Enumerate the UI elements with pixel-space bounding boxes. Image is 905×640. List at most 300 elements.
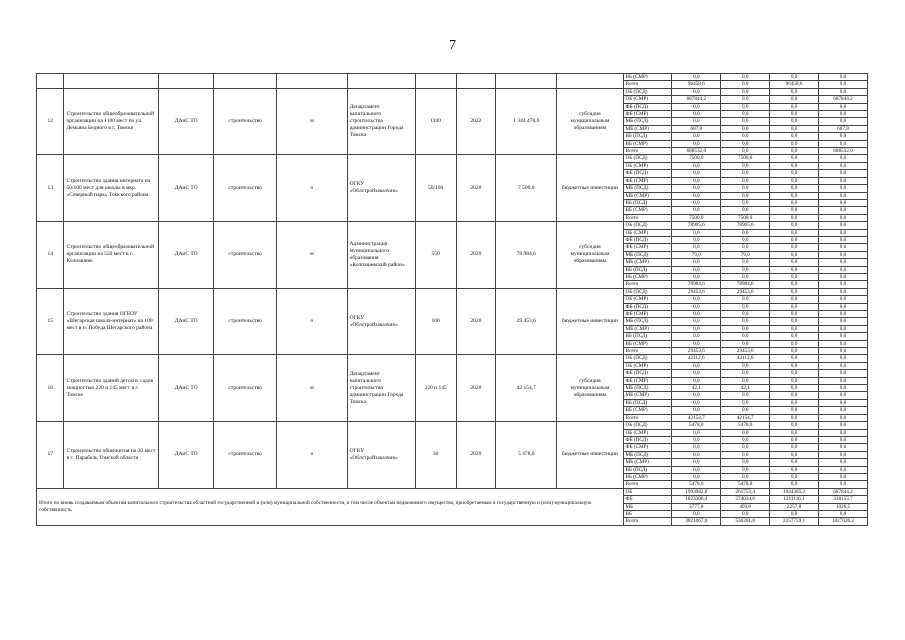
top-value-4: 0,0 bbox=[819, 81, 868, 88]
project-cost: 29 453,6 bbox=[496, 288, 557, 355]
project-12-value-2: 0,0 bbox=[721, 96, 770, 103]
project-15-value-2: 29453,6 bbox=[721, 288, 770, 295]
project-17-value-1: 0,0 bbox=[672, 473, 721, 480]
project-13-value-3: 0,0 bbox=[770, 192, 819, 199]
project-14-value-1: 79,0 bbox=[672, 251, 721, 258]
project-funding-source: бюджетные инвестиции bbox=[557, 155, 623, 222]
project-16-value-4: 0,0 bbox=[819, 407, 868, 414]
project-16-value-1: 42,1 bbox=[672, 385, 721, 392]
project-17-value-4: 0,0 bbox=[819, 466, 868, 473]
project-ownership: о bbox=[277, 422, 347, 489]
project-year: 2020 bbox=[456, 422, 496, 489]
project-capacity: 50/100 bbox=[415, 155, 456, 222]
project-15-value-4: 0,0 bbox=[819, 340, 868, 347]
project-17-value-4: 0,0 bbox=[819, 436, 868, 443]
project-17-value-2: 0,0 bbox=[721, 444, 770, 451]
project-12-value-3: 0,0 bbox=[770, 111, 819, 118]
project-12-value-2: 0,0 bbox=[721, 88, 770, 95]
project-15-fund-label: ВБ (ПСД) bbox=[623, 333, 672, 340]
project-ownership: м bbox=[277, 355, 347, 422]
project-17-value-3: 0,0 bbox=[770, 466, 819, 473]
project-12-value-4: 0,0 bbox=[819, 103, 868, 110]
project-17-value-1: 0,0 bbox=[672, 436, 721, 443]
project-15-value-1: 0,0 bbox=[672, 311, 721, 318]
project-14-value-4: 0,0 bbox=[819, 236, 868, 243]
project-14-value-2: 0,0 bbox=[721, 244, 770, 251]
project-16-value-2: 0,0 bbox=[721, 377, 770, 384]
project-13-value-1: 7500,0 bbox=[672, 214, 721, 221]
total-value-2: 261753,4 bbox=[721, 488, 770, 495]
empty-cell bbox=[159, 74, 214, 89]
project-15-value-4: 0,0 bbox=[819, 303, 868, 310]
total-value-2: 0,0 bbox=[721, 510, 770, 517]
project-16-value-3: 0,0 bbox=[770, 385, 819, 392]
total-value-3: 2257759,1 bbox=[770, 518, 819, 525]
project-15-value-2: 0,0 bbox=[721, 340, 770, 347]
table-row bbox=[37, 288, 868, 295]
project-13-value-3: 0,0 bbox=[770, 185, 819, 192]
project-13-fund-label: МБ (СМР) bbox=[623, 192, 672, 199]
project-15-fund-label: ОБ (СМР) bbox=[623, 296, 672, 303]
project-13-value-4: 0,0 bbox=[819, 177, 868, 184]
project-15-fund-label: МБ (ПСД) bbox=[623, 318, 672, 325]
project-16-value-2: 0,0 bbox=[721, 392, 770, 399]
project-work-type: строительство bbox=[214, 288, 277, 355]
project-15-value-1: 0,0 bbox=[672, 318, 721, 325]
total-value-3: 0,0 bbox=[770, 510, 819, 517]
project-15-fund-label: ФБ (ПСД) bbox=[623, 303, 672, 310]
project-12-value-4: 687,8 bbox=[819, 125, 868, 132]
project-16-value-2: 42154,7 bbox=[721, 414, 770, 421]
project-13-value-4: 0,0 bbox=[819, 207, 868, 214]
project-number: 14 bbox=[37, 222, 64, 289]
project-13-fund-label: ВБ (СМР) bbox=[623, 207, 672, 214]
project-12-value-3: 0,0 bbox=[770, 125, 819, 132]
project-name: Строительство здания ОГБОУ «Шегарская школа-интернат» на 100 мест в п. Победа Шегарского района bbox=[64, 288, 159, 355]
project-name: Строительство общеобразовательной организации на 1100 мест по ул. Демьяна Бедного в г. Томске bbox=[64, 88, 159, 155]
total-fund-label: ФБ bbox=[623, 496, 672, 503]
total-value-1: 0,0 bbox=[672, 510, 721, 517]
project-13-fund-label: ФБ (СМР) bbox=[623, 177, 672, 184]
project-13-value-3: 0,0 bbox=[770, 214, 819, 221]
project-16-value-4: 0,0 bbox=[819, 399, 868, 406]
project-17-value-3: 0,0 bbox=[770, 459, 819, 466]
project-17-value-3: 0,0 bbox=[770, 451, 819, 458]
project-12-value-1: 0,0 bbox=[672, 103, 721, 110]
project-12-fund-label: ФБ (ПСД) bbox=[623, 103, 672, 110]
project-year: 2020 bbox=[456, 288, 496, 355]
project-number: 12 bbox=[37, 88, 64, 155]
total-value-3: 2257,8 bbox=[770, 503, 819, 510]
project-14-value-1: 0,0 bbox=[672, 273, 721, 280]
project-14-value-4: 0,0 bbox=[819, 266, 868, 273]
project-13-value-1: 0,0 bbox=[672, 177, 721, 184]
empty-cell bbox=[277, 74, 347, 89]
project-14-fund-label: МБ (ПСД) bbox=[623, 251, 672, 258]
project-13-value-3: 0,0 bbox=[770, 162, 819, 169]
table-row bbox=[37, 422, 868, 429]
project-12-fund-label: МБ (ПСД) bbox=[623, 118, 672, 125]
project-operator: ОГКУ «Облстройзаказчик» bbox=[347, 155, 415, 222]
project-17-value-2: 0,0 bbox=[721, 473, 770, 480]
project-13-value-3: 0,0 bbox=[770, 177, 819, 184]
project-13-value-2: 7500,0 bbox=[721, 214, 770, 221]
total-value-2: 493,8 bbox=[721, 503, 770, 510]
project-16-value-1: 0,0 bbox=[672, 407, 721, 414]
project-14-value-2: 78905,6 bbox=[721, 222, 770, 229]
project-12-value-1: 687844,2 bbox=[672, 96, 721, 103]
project-13-fund-label: Всего bbox=[623, 214, 672, 221]
total-value-1: 3777,8 bbox=[672, 503, 721, 510]
top-value-2: 0,0 bbox=[721, 81, 770, 88]
project-14-value-3: 0,0 bbox=[770, 229, 819, 236]
project-14-value-1: 0,0 bbox=[672, 244, 721, 251]
project-13-value-3: 0,0 bbox=[770, 199, 819, 206]
project-12-fund-label: МБ (СМР) bbox=[623, 125, 672, 132]
project-customer: ДАиС ТО bbox=[159, 288, 214, 355]
project-14-value-3: 0,0 bbox=[770, 281, 819, 288]
project-16-value-3: 0,0 bbox=[770, 355, 819, 362]
project-12-value-3: 0,0 bbox=[770, 88, 819, 95]
project-16-value-1: 42154,7 bbox=[672, 414, 721, 421]
project-17-value-4: 0,0 bbox=[819, 429, 868, 436]
project-customer: ДАиС ТО bbox=[159, 222, 214, 289]
project-13-value-1: 0,0 bbox=[672, 185, 721, 192]
project-16-value-1: 42112,6 bbox=[672, 355, 721, 362]
project-12-value-1: 0,0 bbox=[672, 118, 721, 125]
project-14-value-4: 0,0 bbox=[819, 222, 868, 229]
empty-cell bbox=[415, 74, 456, 89]
project-14-value-3: 0,0 bbox=[770, 244, 819, 251]
project-14-value-4: 0,0 bbox=[819, 244, 868, 251]
project-16-value-4: 0,0 bbox=[819, 362, 868, 369]
project-name: Строительство общеобразовательной организации на 550 мест в г. Колпашево bbox=[64, 222, 159, 289]
project-12-fund-label: ОБ (СМР) bbox=[623, 96, 672, 103]
project-12-value-3: 0,0 bbox=[770, 133, 819, 140]
project-16-value-2: 0,0 bbox=[721, 407, 770, 414]
project-13-value-1: 0,0 bbox=[672, 170, 721, 177]
project-14-value-2: 0,0 bbox=[721, 273, 770, 280]
project-12-value-3: 0,0 bbox=[770, 118, 819, 125]
total-value-4: 687844,2 bbox=[819, 488, 868, 495]
project-14-value-1: 0,0 bbox=[672, 229, 721, 236]
project-14-value-1: 0,0 bbox=[672, 266, 721, 273]
project-15-value-4: 0,0 bbox=[819, 348, 868, 355]
total-note: Итого по вновь создаваемым объектам капитального строительства областной государственной и (или) муниципальной собственности, в том числе объектам недвижимого имущества, приобретаемым в государственную и (или) муниципальную собственность bbox=[37, 488, 624, 525]
total-fund-label: ОБ bbox=[623, 488, 672, 495]
project-13-value-4: 0,0 bbox=[819, 192, 868, 199]
project-13-value-2: 7500,0 bbox=[721, 155, 770, 162]
empty-cell bbox=[496, 74, 557, 89]
top-fund-label: ВБ (СМР) bbox=[623, 74, 672, 81]
project-funding-source: субсидия муниципальным образованиям bbox=[557, 222, 623, 289]
project-15-fund-label: ФБ (СМР) bbox=[623, 311, 672, 318]
project-customer: ДАиС ТО bbox=[159, 355, 214, 422]
project-15-value-2: 29453,6 bbox=[721, 348, 770, 355]
project-17-value-1: 5478,0 bbox=[672, 481, 721, 488]
project-13-fund-label: ОБ (ПСД) bbox=[623, 155, 672, 162]
project-15-fund-label: МБ (СМР) bbox=[623, 325, 672, 332]
project-14-fund-label: ВБ (СМР) bbox=[623, 273, 672, 280]
project-15-fund-label: ОБ (ПСД) bbox=[623, 288, 672, 295]
project-14-value-4: 0,0 bbox=[819, 273, 868, 280]
project-15-fund-label: Всего bbox=[623, 348, 672, 355]
project-17-value-4: 0,0 bbox=[819, 473, 868, 480]
empty-cell bbox=[37, 74, 64, 89]
project-13-value-1: 0,0 bbox=[672, 207, 721, 214]
project-16-value-2: 0,0 bbox=[721, 362, 770, 369]
project-12-value-4: 0,0 bbox=[819, 140, 868, 147]
project-16-value-3: 0,0 bbox=[770, 362, 819, 369]
project-14-value-4: 0,0 bbox=[819, 251, 868, 258]
project-12-value-4: 0,0 bbox=[819, 118, 868, 125]
project-cost: 5 478,0 bbox=[496, 422, 557, 489]
project-capacity: 550 bbox=[415, 222, 456, 289]
project-16-value-3: 0,0 bbox=[770, 407, 819, 414]
project-17-value-2: 0,0 bbox=[721, 429, 770, 436]
project-operator: Департамент капитального строительства администрации Города Томска bbox=[347, 355, 415, 422]
total-fund-label: Всего bbox=[623, 518, 672, 525]
project-14-value-2: 0,0 bbox=[721, 266, 770, 273]
project-16-value-3: 0,0 bbox=[770, 370, 819, 377]
total-value-4: 338155,7 bbox=[819, 496, 868, 503]
project-16-value-4: 0,0 bbox=[819, 370, 868, 377]
project-17-value-3: 0,0 bbox=[770, 481, 819, 488]
project-13-value-4: 0,0 bbox=[819, 162, 868, 169]
project-name: Строительство общежития на 30 мест в с. Парабель Томской области bbox=[64, 422, 159, 489]
project-15-value-1: 29453,6 bbox=[672, 288, 721, 295]
project-17-value-2: 5478,0 bbox=[721, 481, 770, 488]
project-15-value-4: 0,0 bbox=[819, 325, 868, 332]
total-fund-label: ВБ bbox=[623, 510, 672, 517]
project-13-value-1: 0,0 bbox=[672, 192, 721, 199]
project-15-value-3: 0,0 bbox=[770, 296, 819, 303]
project-ownership: о bbox=[277, 288, 347, 355]
project-13-value-3: 0,0 bbox=[770, 155, 819, 162]
project-16-value-4: 0,0 bbox=[819, 385, 868, 392]
project-14-value-3: 0,0 bbox=[770, 266, 819, 273]
project-16-value-1: 0,0 bbox=[672, 377, 721, 384]
project-year: 2020 bbox=[456, 155, 496, 222]
project-13-value-2: 0,0 bbox=[721, 207, 770, 214]
project-customer: ДАиС ТО bbox=[159, 155, 214, 222]
top-value-3: 96458,6 bbox=[770, 81, 819, 88]
project-17-value-2: 0,0 bbox=[721, 451, 770, 458]
project-17-value-3: 0,0 bbox=[770, 444, 819, 451]
project-15-value-3: 0,0 bbox=[770, 303, 819, 310]
project-15-value-2: 0,0 bbox=[721, 303, 770, 310]
project-15-value-4: 0,0 bbox=[819, 318, 868, 325]
project-13-fund-label: ФБ (ПСД) bbox=[623, 170, 672, 177]
table-row bbox=[37, 488, 868, 495]
project-15-value-3: 0,0 bbox=[770, 318, 819, 325]
project-ownership: м bbox=[277, 88, 347, 155]
project-13-fund-label: ОБ (СМР) bbox=[623, 162, 672, 169]
project-16-fund-label: МБ (СМР) bbox=[623, 392, 672, 399]
project-14-fund-label: ОБ (СМР) bbox=[623, 229, 672, 236]
project-12-value-3: 0,0 bbox=[770, 103, 819, 110]
top-value-1: 0,0 bbox=[672, 74, 721, 81]
total-value-1: 1823306,4 bbox=[672, 496, 721, 503]
project-17-fund-label: ФБ (СМР) bbox=[623, 444, 672, 451]
project-15-value-4: 0,0 bbox=[819, 296, 868, 303]
project-16-fund-label: Всего bbox=[623, 414, 672, 421]
project-17-value-1: 0,0 bbox=[672, 466, 721, 473]
project-13-value-4: 0,0 bbox=[819, 199, 868, 206]
project-work-type: строительство bbox=[214, 422, 277, 489]
project-number: 17 bbox=[37, 422, 64, 489]
project-16-fund-label: ФБ (ПСД) bbox=[623, 370, 672, 377]
project-year: 2020 bbox=[456, 222, 496, 289]
project-16-value-1: 0,0 bbox=[672, 399, 721, 406]
top-value-3: 0,0 bbox=[770, 74, 819, 81]
project-16-value-3: 0,0 bbox=[770, 392, 819, 399]
project-14-value-3: 0,0 bbox=[770, 236, 819, 243]
top-value-1: 96458,6 bbox=[672, 81, 721, 88]
project-15-value-1: 0,0 bbox=[672, 303, 721, 310]
project-cost: 42 154,7 bbox=[496, 355, 557, 422]
project-14-value-3: 0,0 bbox=[770, 251, 819, 258]
project-12-value-4: 0,0 bbox=[819, 133, 868, 140]
project-16-fund-label: ОБ (СМР) bbox=[623, 362, 672, 369]
project-14-value-2: 0,0 bbox=[721, 236, 770, 243]
project-15-value-3: 0,0 bbox=[770, 288, 819, 295]
project-14-fund-label: МБ (СМР) bbox=[623, 259, 672, 266]
project-12-value-2: 0,0 bbox=[721, 111, 770, 118]
budget-table bbox=[36, 73, 868, 526]
project-14-value-4: 0,0 bbox=[819, 281, 868, 288]
project-capacity: 100 bbox=[415, 288, 456, 355]
project-17-value-1: 0,0 bbox=[672, 444, 721, 451]
project-14-fund-label: ФБ (ПСД) bbox=[623, 236, 672, 243]
project-12-value-2: 0,0 bbox=[721, 125, 770, 132]
project-15-value-4: 0,0 bbox=[819, 333, 868, 340]
project-14-fund-label: ФБ (СМР) bbox=[623, 244, 672, 251]
project-12-value-4: 687844,2 bbox=[819, 96, 868, 103]
project-14-value-3: 0,0 bbox=[770, 222, 819, 229]
project-14-value-1: 0,0 bbox=[672, 259, 721, 266]
project-14-value-3: 0,0 bbox=[770, 259, 819, 266]
total-fund-label: МБ bbox=[623, 503, 672, 510]
project-13-fund-label: ВБ (ПСД) bbox=[623, 199, 672, 206]
project-17-fund-label: Всего bbox=[623, 481, 672, 488]
total-value-4: 1027026,2 bbox=[819, 518, 868, 525]
total-value-3: 1211116,1 bbox=[770, 496, 819, 503]
project-12-fund-label: ОБ (ПСД) bbox=[623, 88, 672, 95]
project-12-value-4: 0,0 bbox=[819, 88, 868, 95]
project-cost: 1 344 476,6 bbox=[496, 88, 557, 155]
project-number: 13 bbox=[37, 155, 64, 222]
project-12-value-2: 0,0 bbox=[721, 103, 770, 110]
project-13-value-1: 0,0 bbox=[672, 162, 721, 169]
project-16-fund-label: ОБ (ПСД) bbox=[623, 355, 672, 362]
project-16-value-1: 0,0 bbox=[672, 370, 721, 377]
total-value-1: 1993982,8 bbox=[672, 488, 721, 495]
empty-cell bbox=[64, 74, 159, 89]
project-16-value-3: 0,0 bbox=[770, 377, 819, 384]
project-14-value-2: 79,0 bbox=[721, 251, 770, 258]
project-17-value-2: 0,0 bbox=[721, 466, 770, 473]
project-cost: 7 500,0 bbox=[496, 155, 557, 222]
project-capacity: 30 bbox=[415, 422, 456, 489]
project-15-value-2: 0,0 bbox=[721, 325, 770, 332]
project-15-value-3: 0,0 bbox=[770, 333, 819, 340]
project-12-value-1: 687,8 bbox=[672, 125, 721, 132]
project-13-value-1: 0,0 bbox=[672, 199, 721, 206]
project-17-value-1: 0,0 bbox=[672, 429, 721, 436]
top-fund-label: Всего bbox=[623, 81, 672, 88]
project-operator: Администрация муниципального образования «Колпашевский район» bbox=[347, 222, 415, 289]
project-12-value-4: 0,0 bbox=[819, 111, 868, 118]
table-row bbox=[37, 355, 868, 362]
project-15-value-4: 0,0 bbox=[819, 288, 868, 295]
project-work-type: строительство bbox=[214, 355, 277, 422]
table-row bbox=[37, 88, 868, 95]
project-16-fund-label: ВБ (СМР) bbox=[623, 407, 672, 414]
project-17-value-3: 0,0 bbox=[770, 422, 819, 429]
project-14-value-2: 0,0 bbox=[721, 229, 770, 236]
project-16-value-1: 0,0 bbox=[672, 392, 721, 399]
project-funding-source: бюджетные инвестиции bbox=[557, 288, 623, 355]
project-15-value-1: 29453,6 bbox=[672, 348, 721, 355]
project-16-value-4: 0,0 bbox=[819, 377, 868, 384]
project-13-value-2: 0,0 bbox=[721, 177, 770, 184]
project-17-value-2: 0,0 bbox=[721, 459, 770, 466]
project-name: Строительство зданий детских садов мощностью 220 и 145 мест в г. Томске bbox=[64, 355, 159, 422]
total-value-2: 536281,8 bbox=[721, 518, 770, 525]
project-12-value-3: 0,0 bbox=[770, 140, 819, 147]
project-17-fund-label: ВБ (СМР) bbox=[623, 473, 672, 480]
project-13-value-2: 0,0 bbox=[721, 199, 770, 206]
project-12-value-3: 0,0 bbox=[770, 148, 819, 155]
project-14-fund-label: ВБ (ПСД) bbox=[623, 266, 672, 273]
project-17-fund-label: ОБ (ПСД) bbox=[623, 422, 672, 429]
project-16-value-3: 0,0 bbox=[770, 414, 819, 421]
project-15-value-2: 0,0 bbox=[721, 296, 770, 303]
project-17-value-2: 5478,0 bbox=[721, 422, 770, 429]
project-17-value-4: 0,0 bbox=[819, 444, 868, 451]
project-16-value-2: 42112,6 bbox=[721, 355, 770, 362]
project-15-value-3: 0,0 bbox=[770, 325, 819, 332]
project-16-value-4: 0,0 bbox=[819, 355, 868, 362]
project-16-value-2: 0,0 bbox=[721, 399, 770, 406]
project-13-value-1: 7500,0 bbox=[672, 155, 721, 162]
project-12-fund-label: ВБ (СМР) bbox=[623, 140, 672, 147]
project-16-value-2: 0,0 bbox=[721, 370, 770, 377]
total-value-4: 1026,5 bbox=[819, 503, 868, 510]
empty-cell bbox=[347, 74, 415, 89]
empty-cell bbox=[557, 74, 623, 89]
project-year: 2022 bbox=[456, 88, 496, 155]
project-15-value-1: 0,0 bbox=[672, 325, 721, 332]
project-13-value-4: 0,0 bbox=[819, 155, 868, 162]
project-15-fund-label: ВБ (СМР) bbox=[623, 340, 672, 347]
project-17-fund-label: МБ (СМР) bbox=[623, 459, 672, 466]
project-14-fund-label: ОБ (ПСД) bbox=[623, 222, 672, 229]
empty-cell bbox=[456, 74, 496, 89]
project-15-value-2: 0,0 bbox=[721, 318, 770, 325]
project-operator: ОГКУ «Облстройзаказчик» bbox=[347, 422, 415, 489]
table-row bbox=[37, 155, 868, 162]
project-12-value-1: 0,0 bbox=[672, 133, 721, 140]
project-14-value-2: 78984,6 bbox=[721, 281, 770, 288]
page-number: 7 bbox=[449, 38, 456, 53]
project-cost: 78 984,6 bbox=[496, 222, 557, 289]
project-17-value-3: 0,0 bbox=[770, 436, 819, 443]
project-operator: ОГКУ «Облстройзаказчик» bbox=[347, 288, 415, 355]
project-work-type: строительство bbox=[214, 155, 277, 222]
project-13-value-2: 0,0 bbox=[721, 162, 770, 169]
